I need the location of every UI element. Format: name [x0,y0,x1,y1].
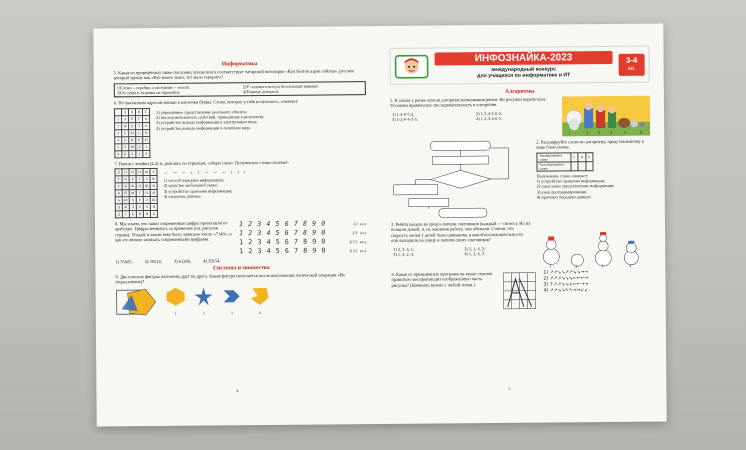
grid-cell: К [122,183,129,190]
grid-cell: Г [136,190,143,197]
grid-row [115,150,150,157]
grid-row [115,210,157,217]
grid-cell: И [129,136,136,143]
task-3-options [391,244,531,258]
arrow-program-label: 2) [543,276,549,282]
svg-text:1: 1 [549,263,552,269]
grid-cell: С [136,129,143,136]
contest-banner [389,46,649,85]
boy-mascot-icon [395,54,429,78]
shape-option-4[interactable] [250,286,270,315]
grid-cell: Й [122,190,129,197]
svg-text:4: 4 [610,129,613,135]
grid-cell: П [143,190,150,197]
grid-cell: А [143,115,150,122]
task-3-option-4: 4) 1, 2, 4, 3. [464,250,486,257]
arrow-shape-icon [222,287,242,307]
decode-table-blank[interactable] [571,162,578,171]
task-2-prompt: Полученное слово означает: [536,172,589,179]
task-3-option-3: 3) 1, 4, 2, 3; [393,251,415,257]
task-7-option-2: 2) средство мобильной связи; [163,182,218,189]
grid-row [115,122,150,129]
svg-text:2: 2 [586,130,589,136]
arrow-program-2[interactable]: 2) ↗↗↗↘↘↘←←←→ [543,276,589,282]
task-6-header-cell: А [121,108,128,115]
task-6-option-2: 2) последовательность действий, приводящая к результату; [156,113,265,120]
grid-cell: В [122,176,129,183]
task-6-options [156,108,366,158]
grid-cell: Д [115,211,122,218]
svg-text:6: 6 [640,129,643,135]
grid-cell: А [136,150,143,157]
grid-cell: Н [143,136,150,143]
grid-cell: А [150,210,157,217]
task-3-option-2: 2) 3, 1, 4, 2; [464,245,486,251]
flowchart-diagram [390,140,531,219]
task-4-text: 4. Какая из приведённых программ на языке стрелок правильно воспроизводит изображённую часть рисунка? (Начинать можно с любой точки.) [391,271,493,288]
task-8-body [115,219,367,257]
grid-cell: Ж [124,205,128,210]
task-3-body [391,220,651,270]
grid-cell: К [150,175,157,182]
task-8-digit-history [239,219,367,256]
grid-cell: Э [143,197,150,204]
arrow-program-label: 3) [543,282,549,288]
direction-arrow-icon: ↓ [230,170,234,176]
star-shape-icon [194,287,214,307]
turnip-story-illustration [562,96,650,137]
task-5-option-3: 3)От сумы и тюрьмы не зарекайся. [116,89,181,96]
right-page [379,24,666,424]
arrow-program-4[interactable]: 4) ↗↗↘↘↖↖→→↙↙ [543,288,589,294]
grid-cell: Ф [129,183,136,190]
task-2-option-3: 3) язык программирования; [536,188,588,195]
grid-cell: Э [122,115,129,122]
decode-table-letter: Р [586,152,593,161]
grid-cell: И [129,169,136,176]
task-6-option-3: 3) устройства вывода информации в электронном виде; [156,119,258,126]
digit-row-digits: 1 2 3 4 5 6 7 8 9 0 [239,246,327,256]
grid-cell: Ш [151,197,156,203]
digit-row-label: XV век [352,230,368,236]
arrow-program-label: 1) [543,270,549,276]
grid-cell: Е [122,129,129,136]
grid-cell: О [129,122,136,129]
task-5-option-2: 2)У сильного всегда бессильный виноват. [242,83,319,90]
left-page-number: 4 [236,388,239,394]
grid-cell: Ы [130,130,134,135]
grid-cell: Т [115,176,122,183]
task-6-text: 6. По указанным адресам впиши в клеточки буквы. Слово, которое у тебя получилось, означает: [113,98,299,106]
banner-main [434,51,612,80]
grid-cell: Ь [115,197,122,204]
task-2-body [390,139,651,219]
grid-cell: У [122,143,129,150]
task-7-arrow-sequence [164,169,367,176]
task-6-option-1: 1) упрощённое представление реального объекта; [155,108,248,115]
task-7-body [114,166,366,218]
decode-table-header: Закодированное слово [537,153,571,162]
grid-cell: Р [136,136,143,143]
grid-cell: Р [129,176,136,183]
task-7-grid-body [115,168,157,217]
task-8-answer-3: 3) 61286; [173,258,192,264]
decode-table-blank[interactable] [578,162,586,171]
direction-arrow-icon: ↓ [237,170,240,176]
right-page-number: 5 [508,385,511,391]
grid-row [115,136,150,143]
arrow-program-1[interactable]: 1) ↗↗↘↘↗↗↘↘→→ [543,270,589,276]
task-7-grid [114,168,157,218]
overlap-shapes-figure [116,287,158,317]
task-6-body [114,106,366,158]
grid-cell: Д [136,143,143,150]
task-1-option-4: 4) 1-2-3-4-6-5. [476,115,502,122]
grid-cell: З [143,143,150,150]
svg-text:3: 3 [601,263,604,269]
shape-option-label: 3 [230,311,233,316]
grid-cell: Ф [122,122,129,129]
shape-option-label: 4 [258,311,261,316]
grid-cell: Щ [144,184,149,189]
task-1-body [390,96,650,138]
task-2-options [537,178,651,200]
grid-cell: Е [115,183,122,190]
task-8-answer-4: 4) 39154. [203,258,221,264]
digit-row-label: XI век [353,221,368,227]
grid-cell: Б [129,211,136,218]
grade-unit: кл. [628,65,636,72]
direction-arrow-icon: ← [221,170,227,176]
task-6-header-cell: Б [128,108,135,115]
decode-table-letter: С [571,153,578,162]
hexagon-shape-icon [166,287,186,307]
grid-cell: Р [129,115,136,122]
grid-cell: 3 [115,129,122,136]
contest-logo [395,54,429,78]
decode-table-row-label: Раскодированное слово [537,162,571,171]
task-6-header-cell [114,108,121,115]
shape-option-2[interactable] [194,287,214,316]
grid-cell: Ц [122,136,129,143]
direction-arrow-icon: → [172,170,178,176]
task-5-text: 5. Какая из приведённых ниже пословиц лучше всего соответствует татарской поговорке «Күп белгән азрак сөйләр», русское которой звучит как «Кто много знает, тот мало говорит»? [113,68,354,81]
grid-cell: Н [136,169,143,176]
grid-cell: П [122,169,129,176]
grid-cell: У [150,168,157,175]
task-6-header-cell: Г [142,108,149,115]
task-1-text: 1. В сказке о репке описан алгоритм вытягивания репки. Но рисунки перепутали. Установи правильную последовательность в алгоритме. [389,96,547,109]
grade-range: 3-4 [625,55,638,65]
worksheet-sheet [93,24,666,427]
arrow-program-3[interactable]: 3) ↑↗↗↘↘↓←←→→ [543,282,589,288]
shape-option-1[interactable] [166,287,186,316]
digit-row-label: XVI век [349,239,368,245]
task-2-decode-table [536,152,593,171]
direction-arrow-icon: ↓ [197,170,200,176]
grid-cell: Ы [144,170,149,175]
grid-cell: Г [136,115,143,122]
task-7-right [163,166,366,218]
direction-arrow-icon: ← [181,170,187,176]
task-7-text: 7. Начни с ячейки (4,4) и, двигаясь по стрелкам, собери слово. Полученное слово означает: [114,159,290,166]
grid-cell: 5 [115,143,122,150]
grid-cell: С [122,211,129,218]
task-2-option-1: 1) устройство хранения информации; [536,178,606,184]
grid-cell: Ц [115,204,122,211]
task-7-option-4: 4) сведения, данные. [163,193,202,199]
grid-cell: П [143,129,150,136]
task-1-options [390,109,556,123]
grid-row [115,129,150,136]
task-5-option-4: 4)Умному доверься. [242,88,280,95]
grid-cell: О [136,204,143,211]
grid-cell: Ч [143,204,150,211]
digit-row-digits: 1 2 3 4 5 6 7 8 9 0 [239,228,326,238]
grid-cell: З [143,176,150,183]
task-5-option-1: 1)Слово – серебро, а молчание – золото. [116,84,191,91]
grid-cell: Н [143,211,150,218]
tower-grid-picture [501,271,537,311]
task-6-grid-body [115,115,150,157]
task-3-left [391,221,531,270]
task-8-answers [115,257,367,264]
task-3-text: 3. Ребята вышли во двор и лепили снеговиков (каждый — своего). Но их позвали домой, и, не закончив работу, они убежали. Считая, что скорость лепки у детей была одинакова, в какой последовательности они выходили на улицу и лепили своих снеговиков? [390,220,531,244]
digit-row-label: XXI век [349,248,368,254]
grid-cell: К [122,150,129,157]
grid-cell: Я [150,189,157,196]
section-title-systems: Системы и множества [213,264,270,272]
arrow-programs [543,270,651,311]
grid-cell: 6 [115,150,122,157]
grid-cell: Т [136,122,143,129]
digit-row-21st [239,246,367,256]
task-7-options [164,176,367,199]
task-7-option-3: 3) устройство хранения информации; [163,187,233,194]
task-4-body [391,270,651,312]
task-1-option-1: 1) 1-4-6-5-2, [392,111,415,117]
grid-cell: Н [150,182,157,189]
contest-subtitle-1: международный конкурс [491,66,557,74]
task-2-text: 2. Расшифруйте слово по алгоритму, представленному в виде блок-схемы. [536,138,645,151]
task-9-shapes [116,285,368,317]
task-6-header-cell: В [135,108,142,115]
grid-cell: Я [150,203,157,210]
grid-cell: М [131,191,135,196]
direction-arrow-icon: ← [212,170,218,176]
contest-title: ИНФОЗНАЙКА-2023 [434,51,612,66]
grid-cell: Н [136,211,143,218]
grid-cell: Л [143,122,150,129]
task-1-left [390,96,556,137]
task-3-option-1: 1) 2, 3, 4, 1; [393,246,415,252]
grid-cell: Л [129,204,136,211]
direction-arrow-icon: ↓ [243,170,247,176]
decode-table-letter: Н [578,153,586,162]
shape-option-label: 2 [202,311,205,316]
svg-text:2: 2 [575,263,578,269]
task-6-option-4: 4) устройства вывода информации в печатном виде. [156,124,252,131]
task-2-right [536,139,651,218]
task-8-answer-1: 1) 35685, [115,259,133,265]
grid-cell: Х [143,150,150,157]
shape-option-3[interactable] [222,287,242,316]
task-9-text: 9. Две плоские фигуры наложены друг на друга. Какая фигура получается после выполнения логической операции «И» (пересечение)? [115,272,346,285]
left-page [93,26,378,426]
task-2-option-2: 2) смысловое представление информации; [536,183,615,190]
direction-arrow-icon: ↓ [190,170,194,176]
task-8-answer-2: 2) 36518, [144,258,162,265]
pentagon-cut-shape-icon [250,286,270,306]
grid-cell: И [136,183,143,190]
snowmen-illustration [537,220,647,269]
section-title-informatics: Информатика [221,61,258,68]
grid-row [115,143,150,150]
section-title-algorithms: Алгоритмы [504,88,535,95]
grid-cell: Я [115,190,122,197]
decode-table-blank[interactable] [586,161,593,170]
grid-cell: 4 [115,136,122,143]
svg-text:4: 4 [629,262,632,268]
digit-row-digits: 1 2 3 4 5 6 7 8 9 0 [239,237,327,247]
contest-subtitle-2: для учащихся по информатике и ИТ [477,72,571,80]
grid-cell: Ю [123,198,128,203]
grid-cell: Р [136,197,143,204]
direction-arrow-icon: → [203,170,209,176]
svg-text:1: 1 [568,130,571,136]
task-2-option-4: 4) протокол передачи данных. [536,194,592,200]
grid-cell: А [129,197,136,204]
grid-cell: Д [115,169,122,176]
arrow-program-label: 4) [543,288,549,294]
grid-cell: М [130,144,134,149]
svg-text:5: 5 [624,129,627,135]
svg-text:3: 3 [598,130,601,136]
grid-cell: Т [136,176,143,183]
grid-cell: 1 [115,115,122,122]
digit-row-digits: 1 2 3 4 5 6 7 8 9 0 [238,219,326,229]
grade-badge [619,53,645,75]
grid-row [115,115,150,122]
shape-option-label: 1 [174,312,177,317]
task-1-option-3: 3) 1-2-6-4-3-5, [392,116,418,122]
task-5-options [114,81,366,98]
task-7-option-1: 1) способ передачи информации; [163,177,225,183]
grid-cell: Б [129,150,136,157]
task-6-grid [114,108,150,158]
grid-cell: 2 [115,122,122,129]
task-1-option-2: 2) 1-3-4-5-6-2; [476,110,502,116]
task-8-text: 8. Мы знаем, что наши современные цифры произошли от арабских. Цифры менялись со временем (см. рисунок справа). Угадай, в каком веке было записано число «7148», и как его можно записать современными цифрами. [114,220,232,243]
direction-arrow-icon: ← [163,170,169,176]
